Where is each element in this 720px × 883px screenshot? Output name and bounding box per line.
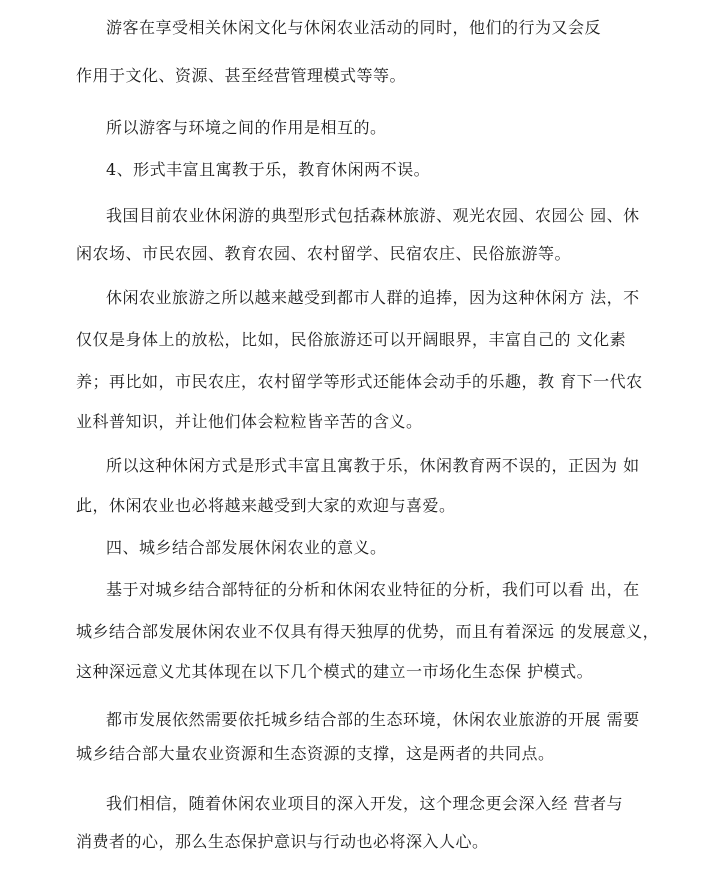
text-line: 所以游客与环境之间的作用是相互的。 — [106, 118, 387, 137]
text-line: 业科普知识，并让他们体会粒粒皆辛苦的含义。 — [76, 412, 423, 431]
text-line: 城乡结合部大量农业资源和生态资源的支撑，这是两者的共同点。 — [76, 744, 555, 763]
section-heading: 4、形式丰富且寓教于乐，教育休闲两不误。 — [106, 160, 431, 179]
text-line: 所以这种休闲方式是形式丰富且寓教于乐，休闲教育两不误的，正因为 如 — [106, 456, 640, 475]
text-line: 消费者的心，那么生态保护意识与行动也必将深入人心。 — [76, 832, 489, 851]
text-line: 游客在享受相关休闲文化与休闲农业活动的同时，他们的行为又会反 — [106, 18, 602, 37]
text-line: 休闲农业旅游之所以越来越受到都市人群的追捧，因为这种休闲方 法，不 — [106, 288, 640, 307]
section-heading: 四、城乡结合部发展休闲农业的意义。 — [106, 538, 387, 557]
text-line: 我们相信，随着休闲农业项目的深入开发，这个理念更会深入经 营者与 — [106, 794, 624, 813]
text-line: 我国目前农业休闲游的典型形式包括森林旅游、观光农园、农园公 园、休 — [106, 206, 640, 225]
text-line: 作用于文化、资源、甚至经营管理模式等等。 — [76, 66, 407, 85]
text-line: 养；再比如，市民农庄，农村留学等形式还能体会动手的乐趣，教 育下一代农 — [76, 372, 643, 391]
text-line: 都市发展依然需要依托城乡结合部的生态环境，休闲农业旅游的开展 需要 — [106, 710, 640, 729]
text-line: 基于对城乡结合部特征的分析和休闲农业特征的分析，我们可以看 出，在 — [106, 580, 640, 599]
text-line: 城乡结合部发展休闲农业不仅具有得天独厚的优势，而且有着深远 的发展意义， — [76, 622, 660, 641]
text-line: 闲农场、市民农园、教育农园、农村留学、民宿农庄、民俗旅游等。 — [76, 244, 572, 263]
text-line: 此，休闲农业也必将越来越受到大家的欢迎与喜爱。 — [76, 496, 456, 515]
text-line: 这种深远意义尤其体现在以下几个模式的建立一市场化生态保 护模式。 — [76, 662, 594, 681]
text-line: 仅仅是身体上的放松，比如，民俗旅游还可以开阔眼界，丰富自己的 文化素 — [76, 330, 627, 349]
